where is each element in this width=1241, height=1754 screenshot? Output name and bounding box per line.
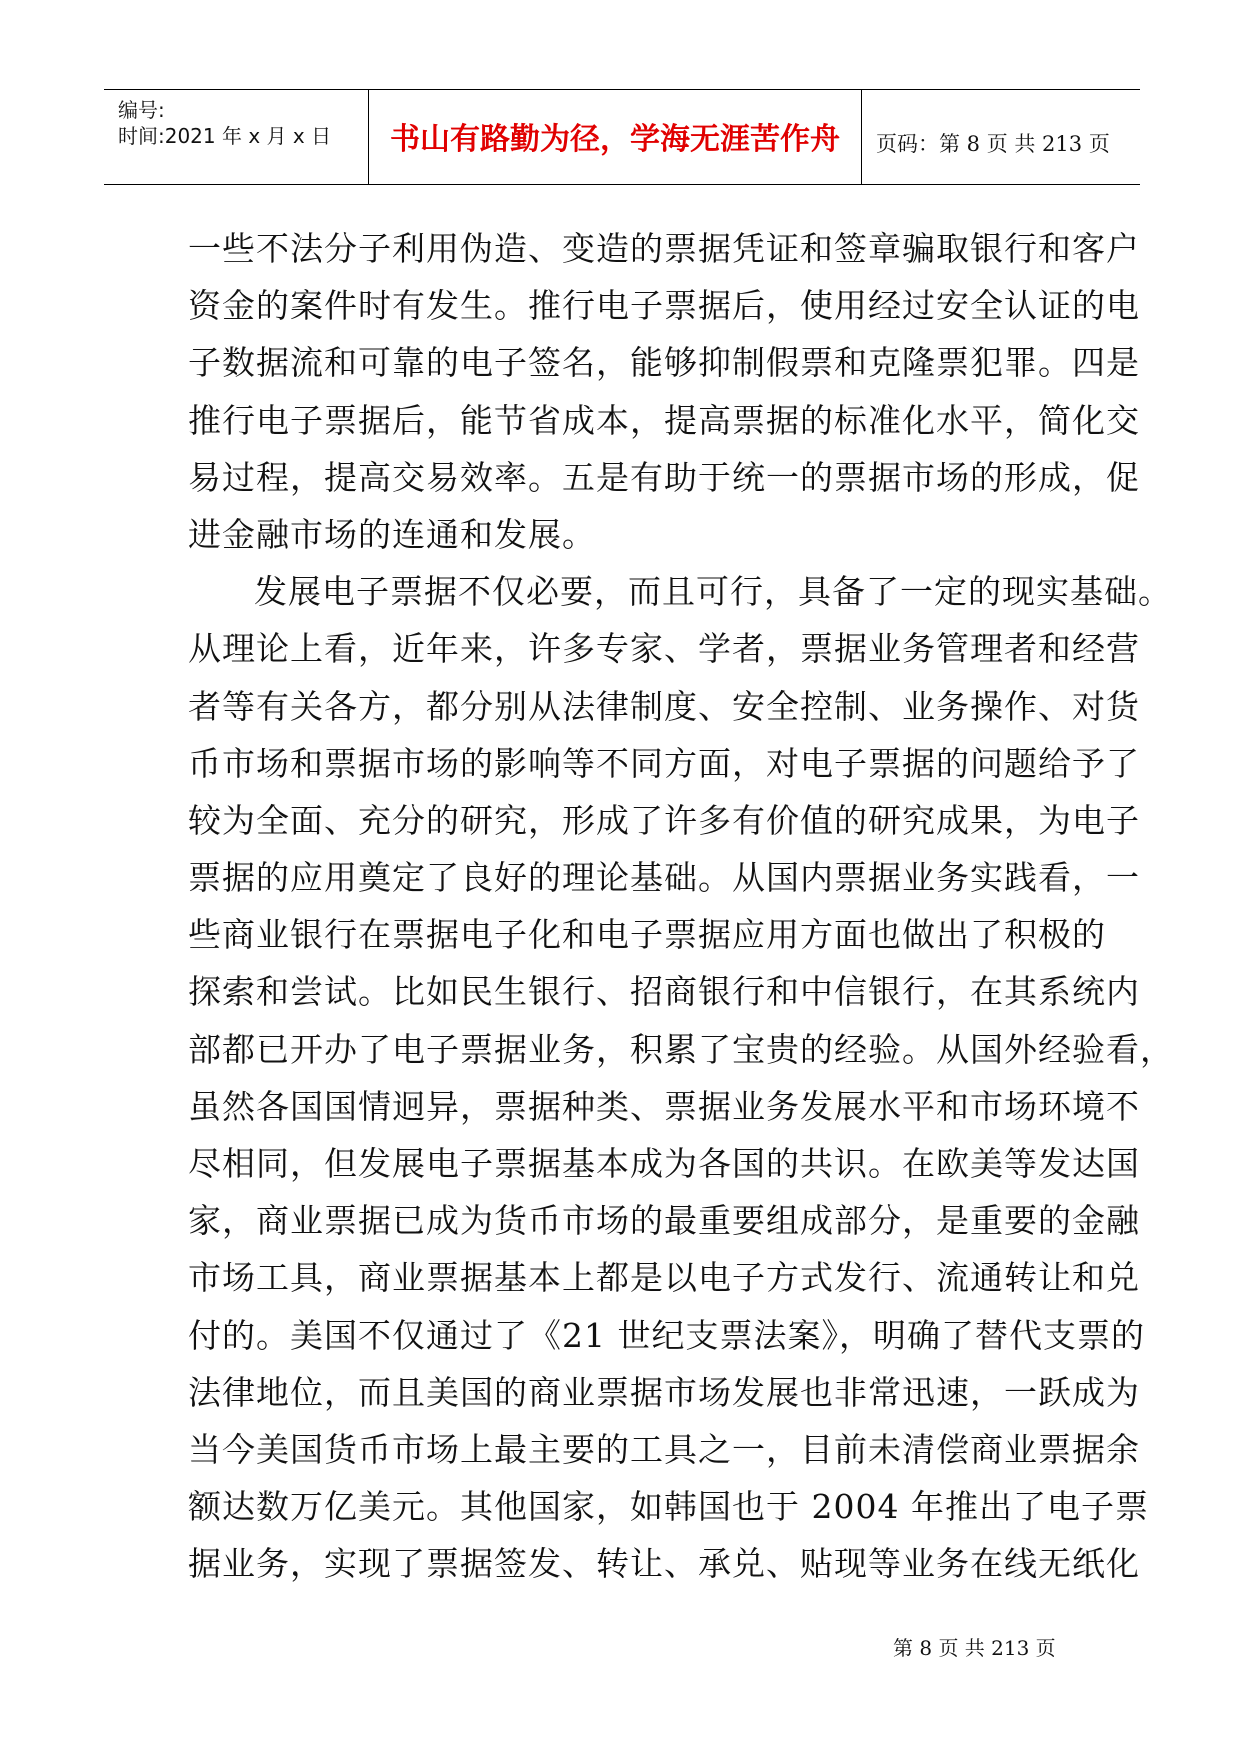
body-line: 票据的应用奠定了良好的理论基础。从国内票据业务实践看，一 (188, 858, 1140, 898)
body-line: 虽然各国国情迥异，票据种类、票据业务发展水平和市场环境不 (188, 1086, 1140, 1126)
body-line-paragraph-end: 进金融市场的连通和发展。 (188, 514, 596, 554)
time-label: 时间:2021 年 x 月 x 日 (118, 124, 332, 148)
body-line: 尽相同，但发展电子票据基本成为各国的共识。在欧美等发达国 (188, 1144, 1140, 1183)
document-body (188, 220, 1174, 1593)
body-line-paragraph-start: 发展电子票据不仅必要，而且可行，具备了一定的现实基础。 (254, 572, 1172, 612)
header-motto: 书山有路勤为径，学海无涯苦作舟 (390, 122, 840, 157)
serial-label: 编号: (118, 98, 165, 122)
body-line: 家，商业票据已成为货币市场的最重要组成部分，是重要的金融 (188, 1201, 1140, 1241)
header-page-cell (862, 90, 1140, 184)
body-line: 探索和尝试。比如民生银行、招商银行和中信银行，在其系统内 (188, 972, 1140, 1012)
header-motto-cell (368, 90, 862, 184)
body-line: 些商业银行在票据电子化和电子票据应用方面也做出了积极的 (188, 915, 1106, 955)
page-header (104, 89, 1140, 185)
body-line: 者等有关各方，都分别从法律制度、安全控制、业务操作、对货 (188, 686, 1140, 726)
body-line: 子数据流和可靠的电子签名，能够抑制假票和克隆票犯罪。四是 (188, 343, 1140, 383)
body-line: 市场工具，商业票据基本上都是以电子方式发行、流通转让和兑 (188, 1258, 1140, 1298)
body-line: 据业务，实现了票据签发、转让、承兑、贴现等业务在线无纸化 (188, 1544, 1140, 1584)
body-line: 币市场和票据市场的影响等不同方面，对电子票据的问题给予了 (188, 743, 1140, 783)
page-footer: 第 8 页 共 213 页 (893, 1636, 1056, 1660)
body-line: 资金的案件时有发生。推行电子票据后，使用经过安全认证的电 (188, 286, 1140, 326)
header-page-code: 页码：第 8 页 共 213 页 (876, 132, 1110, 156)
body-line: 一些不法分子利用伪造、变造的票据凭证和签章骗取银行和客户 (188, 229, 1140, 268)
body-line: 从理论上看，近年来，许多专家、学者，票据业务管理者和经营 (188, 629, 1140, 669)
body-line: 易过程，提高交易效率。五是有助于统一的票据市场的形成，促 (188, 457, 1140, 497)
body-line: 当今美国货币市场上最主要的工具之一，目前未清偿商业票据余 (188, 1429, 1140, 1469)
body-line: 较为全面、充分的研究，形成了许多有价值的研究成果，为电子 (188, 800, 1140, 840)
body-line: 法律地位，而且美国的商业票据市场发展也非常迅速，一跃成为 (188, 1372, 1140, 1412)
body-line: 部都已开办了电子票据业务，积累了宝贵的经验。从国外经验看， (188, 1029, 1174, 1069)
body-line: 额达数万亿美元。其他国家，如韩国也于 2004 年推出了电子票 (188, 1487, 1149, 1527)
header-meta-cell (104, 90, 368, 184)
body-line: 付的。美国不仅通过了《21 世纪支票法案》，明确了替代支票的 (188, 1315, 1145, 1355)
body-line: 推行电子票据后，能节省成本，提高票据的标准化水平，简化交 (188, 400, 1140, 440)
